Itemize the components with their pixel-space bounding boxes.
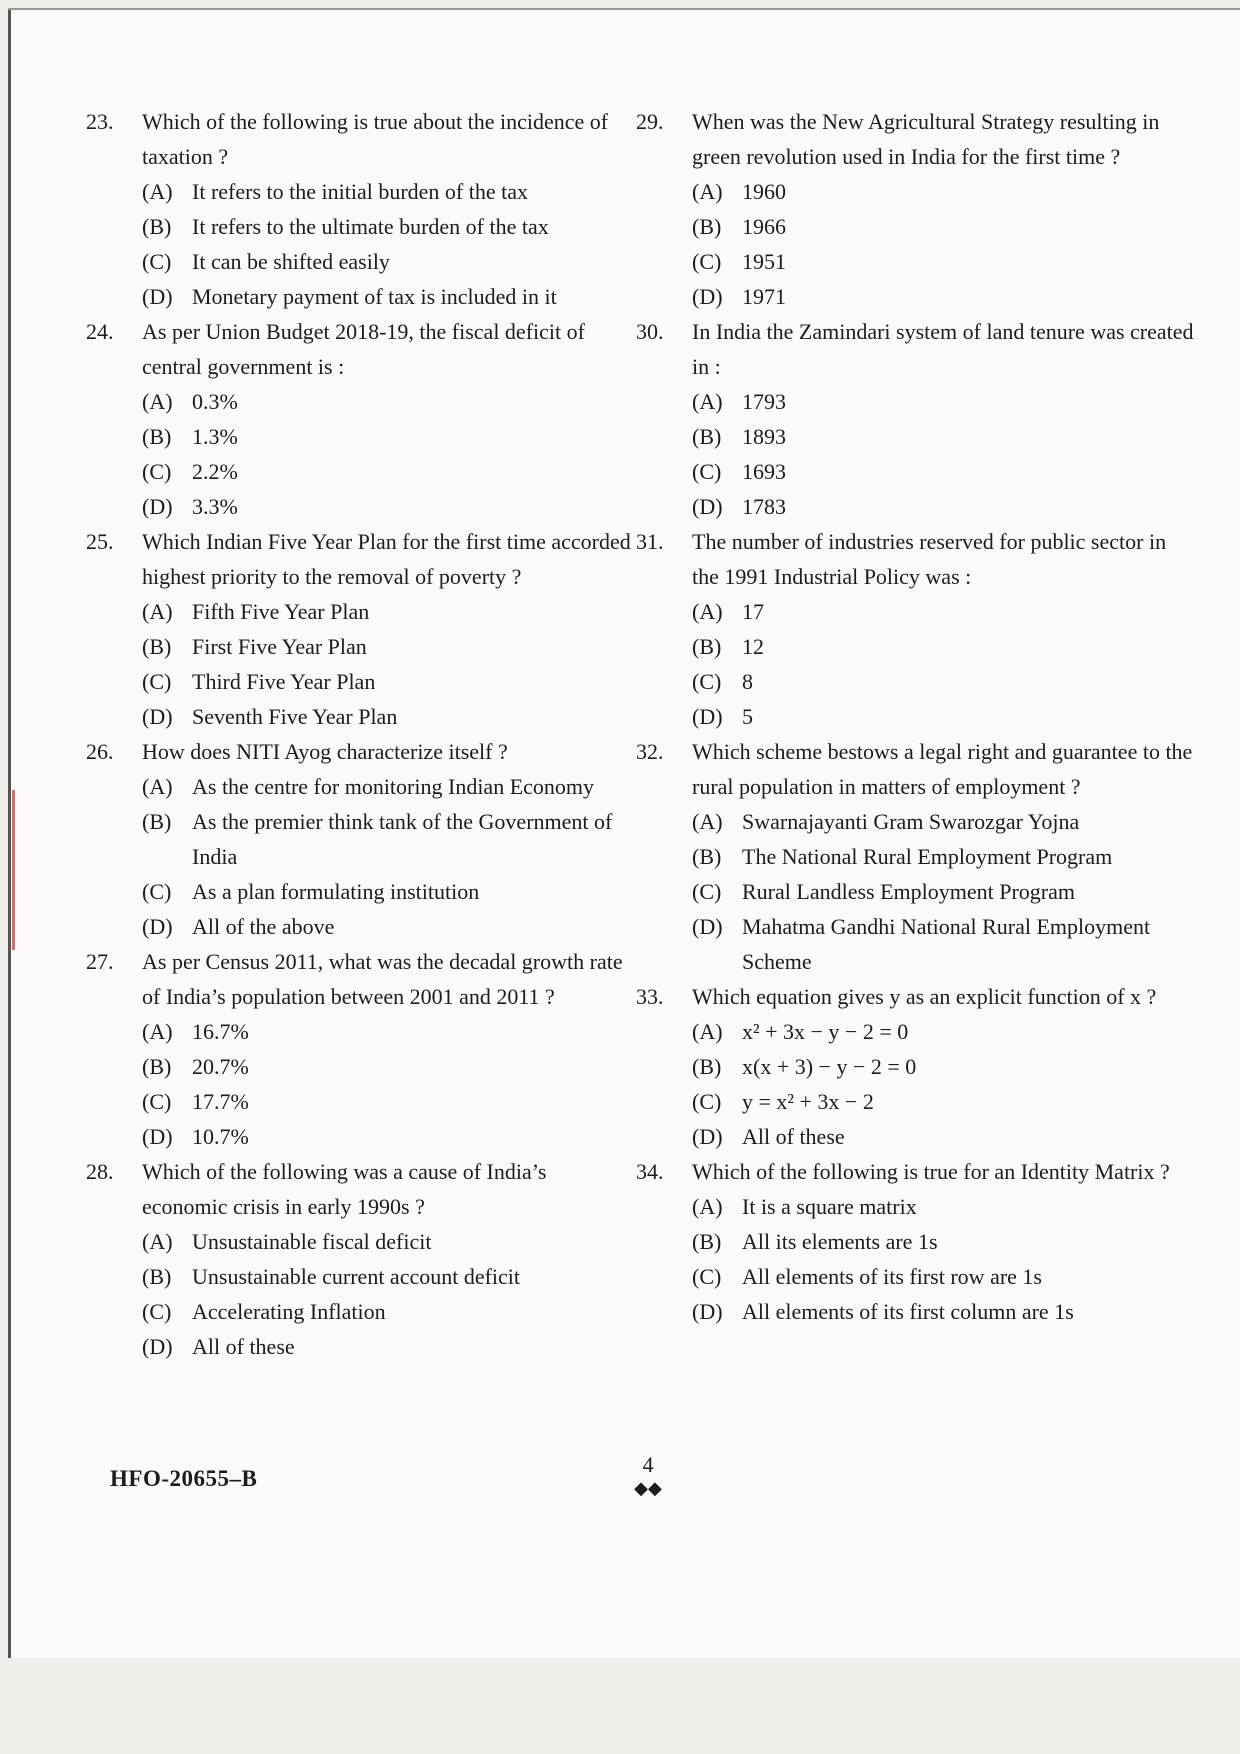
option-label: (A) xyxy=(142,389,173,414)
option-item xyxy=(692,279,1196,314)
option-text: Unsustainable current account deficit xyxy=(192,1264,521,1289)
question-32 xyxy=(636,734,1196,979)
option-item xyxy=(692,699,1196,734)
option-label: (B) xyxy=(692,844,722,869)
option-item xyxy=(142,1084,636,1119)
option-item xyxy=(692,489,1196,524)
option-label: (D) xyxy=(692,284,723,309)
option-item xyxy=(692,1224,1196,1259)
option-item xyxy=(142,244,636,279)
option-text: As a plan formulating institution xyxy=(192,879,480,904)
option-text: Swarnajayanti Gram Swarozgar Yojna xyxy=(742,809,1080,834)
question-text: In India the Zamindari system of land tenure was created in : xyxy=(692,319,1194,379)
top-edge xyxy=(8,8,1240,10)
option-text: x(x + 3) − y − 2 = 0 xyxy=(742,1054,917,1079)
option-label: (B) xyxy=(142,1054,172,1079)
option-label: (A) xyxy=(692,389,723,414)
option-label: (D) xyxy=(142,1124,173,1149)
option-text: Fifth Five Year Plan xyxy=(192,599,370,624)
option-item xyxy=(142,1259,636,1294)
option-label: (C) xyxy=(692,879,722,904)
option-text: The National Rural Employment Program xyxy=(742,844,1113,869)
option-label: (C) xyxy=(142,249,172,274)
option-label: (B) xyxy=(692,634,722,659)
option-item xyxy=(692,1014,1196,1049)
option-label: (D) xyxy=(692,914,723,939)
option-label: (B) xyxy=(692,1054,722,1079)
option-label: (A) xyxy=(142,774,173,799)
option-text: First Five Year Plan xyxy=(192,634,367,659)
question-number: 33. xyxy=(636,984,664,1009)
option-text: All of these xyxy=(742,1124,845,1149)
question-number: 28. xyxy=(86,1159,114,1184)
option-text: 1893 xyxy=(742,424,786,449)
option-text: 1.3% xyxy=(192,424,238,449)
options-list xyxy=(142,594,636,734)
option-label: (D) xyxy=(692,704,723,729)
question-number: 29. xyxy=(636,109,664,134)
question-header xyxy=(86,524,636,594)
option-item xyxy=(142,419,636,454)
question-text: Which Indian Five Year Plan for the first time accorded highest priority to the removal of poverty ? xyxy=(142,529,631,589)
question-28 xyxy=(86,1154,636,1364)
option-text: 8 xyxy=(742,669,753,694)
option-label: (D) xyxy=(692,1299,723,1324)
option-text: 2.2% xyxy=(192,459,238,484)
red-margin-mark xyxy=(12,790,15,950)
option-text: Mahatma Gandhi National Rural Employment Scheme xyxy=(742,914,1151,974)
option-item xyxy=(142,664,636,699)
option-label: (B) xyxy=(142,424,172,449)
option-text: All elements of its first column are 1s xyxy=(742,1299,1074,1324)
option-label: (B) xyxy=(692,1229,722,1254)
option-label: (B) xyxy=(142,809,172,834)
option-label: (C) xyxy=(692,1264,722,1289)
option-text: All of the above xyxy=(192,914,335,939)
option-item xyxy=(142,384,636,419)
option-text: It refers to the ultimate burden of the tax xyxy=(192,214,549,239)
option-text: Unsustainable fiscal deficit xyxy=(192,1229,432,1254)
option-item xyxy=(142,174,636,209)
option-item xyxy=(692,244,1196,279)
option-item xyxy=(142,909,636,944)
option-item xyxy=(692,874,1196,909)
question-text: Which of the following is true about the incidence of taxation ? xyxy=(142,109,609,169)
option-label: (A) xyxy=(142,599,173,624)
option-item xyxy=(692,209,1196,244)
option-item xyxy=(142,1119,636,1154)
option-text: Monetary payment of tax is included in it xyxy=(192,284,557,309)
option-item xyxy=(692,1049,1196,1084)
option-text: x² + 3x − y − 2 = 0 xyxy=(742,1019,909,1044)
options-list xyxy=(142,1224,636,1364)
option-label: (B) xyxy=(692,424,722,449)
question-header xyxy=(86,734,636,769)
option-text: All elements of its first row are 1s xyxy=(742,1264,1042,1289)
option-label: (D) xyxy=(692,1124,723,1149)
option-item xyxy=(142,769,636,804)
question-text: Which equation gives y as an explicit function of x ? xyxy=(692,984,1157,1009)
question-text: Which of the following was a cause of India’s economic crisis in early 1990s ? xyxy=(142,1159,547,1219)
option-text: 3.3% xyxy=(192,494,238,519)
option-text: 17 xyxy=(742,599,764,624)
option-item xyxy=(142,454,636,489)
option-text: 5 xyxy=(742,704,753,729)
option-item xyxy=(692,1119,1196,1154)
option-item xyxy=(692,594,1196,629)
option-item xyxy=(692,909,1196,979)
option-item xyxy=(692,1294,1196,1329)
option-item xyxy=(692,174,1196,209)
question-text: The number of industries reserved for public sector in the 1991 Industrial Policy was : xyxy=(692,529,1167,589)
option-label: (D) xyxy=(142,284,173,309)
options-list xyxy=(692,1189,1196,1329)
option-item xyxy=(142,279,636,314)
option-label: (A) xyxy=(692,1019,723,1044)
option-label: (B) xyxy=(142,214,172,239)
question-33 xyxy=(636,979,1196,1154)
diamond-ornament: ◆◆ xyxy=(634,1478,662,1498)
options-list xyxy=(692,1014,1196,1154)
option-text: Rural Landless Employment Program xyxy=(742,879,1075,904)
option-text: 1966 xyxy=(742,214,786,239)
question-27 xyxy=(86,944,636,1154)
option-label: (C) xyxy=(692,1089,722,1114)
option-text: 1960 xyxy=(742,179,786,204)
options-list xyxy=(692,804,1196,979)
option-item xyxy=(692,839,1196,874)
option-text: It refers to the initial burden of the tax xyxy=(192,179,528,204)
option-item xyxy=(692,384,1196,419)
question-26 xyxy=(86,734,636,944)
question-text: Which of the following is true for an Identity Matrix ? xyxy=(692,1159,1170,1184)
option-text: It is a square matrix xyxy=(742,1194,917,1219)
option-item xyxy=(692,419,1196,454)
option-item xyxy=(142,874,636,909)
question-number: 27. xyxy=(86,949,114,974)
option-item xyxy=(692,454,1196,489)
option-label: (D) xyxy=(142,1334,173,1359)
option-label: (B) xyxy=(142,1264,172,1289)
question-number: 32. xyxy=(636,739,664,764)
option-item xyxy=(142,629,636,664)
question-25 xyxy=(86,524,636,734)
option-text: 1793 xyxy=(742,389,786,414)
option-item xyxy=(142,1049,636,1084)
left-column xyxy=(86,104,636,1364)
option-label: (D) xyxy=(142,704,173,729)
question-number: 31. xyxy=(636,529,664,554)
question-text: Which scheme bestows a legal right and guarantee to the rural population in matters of employment ? xyxy=(692,739,1193,799)
option-item xyxy=(142,804,636,874)
option-label: (C) xyxy=(142,1089,172,1114)
question-number: 26. xyxy=(86,739,114,764)
question-29 xyxy=(636,104,1196,314)
question-text: As per Census 2011, what was the decadal growth rate of India’s population between 2001 and 2011 ? xyxy=(142,949,623,1009)
question-34 xyxy=(636,1154,1196,1329)
option-label: (A) xyxy=(142,179,173,204)
option-item xyxy=(692,804,1196,839)
option-text: Accelerating Inflation xyxy=(192,1299,386,1324)
options-list xyxy=(142,174,636,314)
option-item xyxy=(692,629,1196,664)
option-text: 12 xyxy=(742,634,764,659)
option-text: As the premier think tank of the Government of India xyxy=(192,809,613,869)
question-31 xyxy=(636,524,1196,734)
option-label: (A) xyxy=(142,1229,173,1254)
option-label: (C) xyxy=(692,669,722,694)
options-list xyxy=(692,594,1196,734)
option-text: Seventh Five Year Plan xyxy=(192,704,398,729)
option-item xyxy=(692,664,1196,699)
option-text: All its elements are 1s xyxy=(742,1229,938,1254)
option-label: (D) xyxy=(142,494,173,519)
question-header xyxy=(86,1154,636,1224)
question-number: 34. xyxy=(636,1159,664,1184)
option-label: (C) xyxy=(142,669,172,694)
option-text: 1951 xyxy=(742,249,786,274)
option-label: (A) xyxy=(142,1019,173,1044)
option-label: (C) xyxy=(142,879,172,904)
question-text: How does NITI Ayog characterize itself ? xyxy=(142,739,508,764)
option-label: (C) xyxy=(692,249,722,274)
option-label: (D) xyxy=(692,494,723,519)
question-header xyxy=(636,104,1196,174)
option-item xyxy=(142,1329,636,1364)
option-item xyxy=(142,1294,636,1329)
option-text: 1693 xyxy=(742,459,786,484)
options-list xyxy=(142,384,636,524)
paper-code: HFO-20655–B xyxy=(110,1466,258,1491)
option-item xyxy=(142,699,636,734)
option-label: (D) xyxy=(142,914,173,939)
option-text: 1783 xyxy=(742,494,786,519)
page-number: 4 xyxy=(642,1452,654,1477)
option-item xyxy=(142,594,636,629)
question-text: As per Union Budget 2018-19, the fiscal deficit of central government is : xyxy=(142,319,585,379)
question-number: 25. xyxy=(86,529,114,554)
question-header xyxy=(636,734,1196,804)
option-text: It can be shifted easily xyxy=(192,249,390,274)
question-number: 23. xyxy=(86,109,114,134)
option-item xyxy=(142,1014,636,1049)
question-text: When was the New Agricultural Strategy resulting in green revolution used in India for the first time ? xyxy=(692,109,1160,169)
question-header xyxy=(636,314,1196,384)
option-label: (A) xyxy=(692,1194,723,1219)
option-item xyxy=(692,1084,1196,1119)
option-label: (A) xyxy=(692,179,723,204)
option-text: Third Five Year Plan xyxy=(192,669,376,694)
option-label: (C) xyxy=(142,459,172,484)
question-number: 30. xyxy=(636,319,664,344)
option-label: (A) xyxy=(692,599,723,624)
question-23 xyxy=(86,104,636,314)
question-header xyxy=(86,314,636,384)
question-30 xyxy=(636,314,1196,524)
option-label: (A) xyxy=(692,809,723,834)
options-list xyxy=(142,769,636,944)
option-text: 16.7% xyxy=(192,1019,249,1044)
option-item xyxy=(692,1259,1196,1294)
option-text: 10.7% xyxy=(192,1124,249,1149)
question-header xyxy=(636,979,1196,1014)
question-header xyxy=(636,1154,1196,1189)
option-item xyxy=(692,1189,1196,1224)
option-item xyxy=(142,489,636,524)
option-text: 0.3% xyxy=(192,389,238,414)
option-label: (B) xyxy=(142,634,172,659)
options-list xyxy=(692,174,1196,314)
question-header xyxy=(86,104,636,174)
question-header xyxy=(86,944,636,1014)
question-24 xyxy=(86,314,636,524)
option-label: (C) xyxy=(692,459,722,484)
option-text: 1971 xyxy=(742,284,786,309)
option-item xyxy=(142,209,636,244)
option-label: (B) xyxy=(692,214,722,239)
question-header xyxy=(636,524,1196,594)
option-text: 17.7% xyxy=(192,1089,249,1114)
option-text: y = x² + 3x − 2 xyxy=(742,1089,874,1114)
option-label: (C) xyxy=(142,1299,172,1324)
options-list xyxy=(692,384,1196,524)
right-column xyxy=(636,104,1196,1329)
question-number: 24. xyxy=(86,319,114,344)
option-text: All of these xyxy=(192,1334,295,1359)
option-item xyxy=(142,1224,636,1259)
option-text: 20.7% xyxy=(192,1054,249,1079)
option-text: As the centre for monitoring Indian Economy xyxy=(192,774,595,799)
options-list xyxy=(142,1014,636,1154)
